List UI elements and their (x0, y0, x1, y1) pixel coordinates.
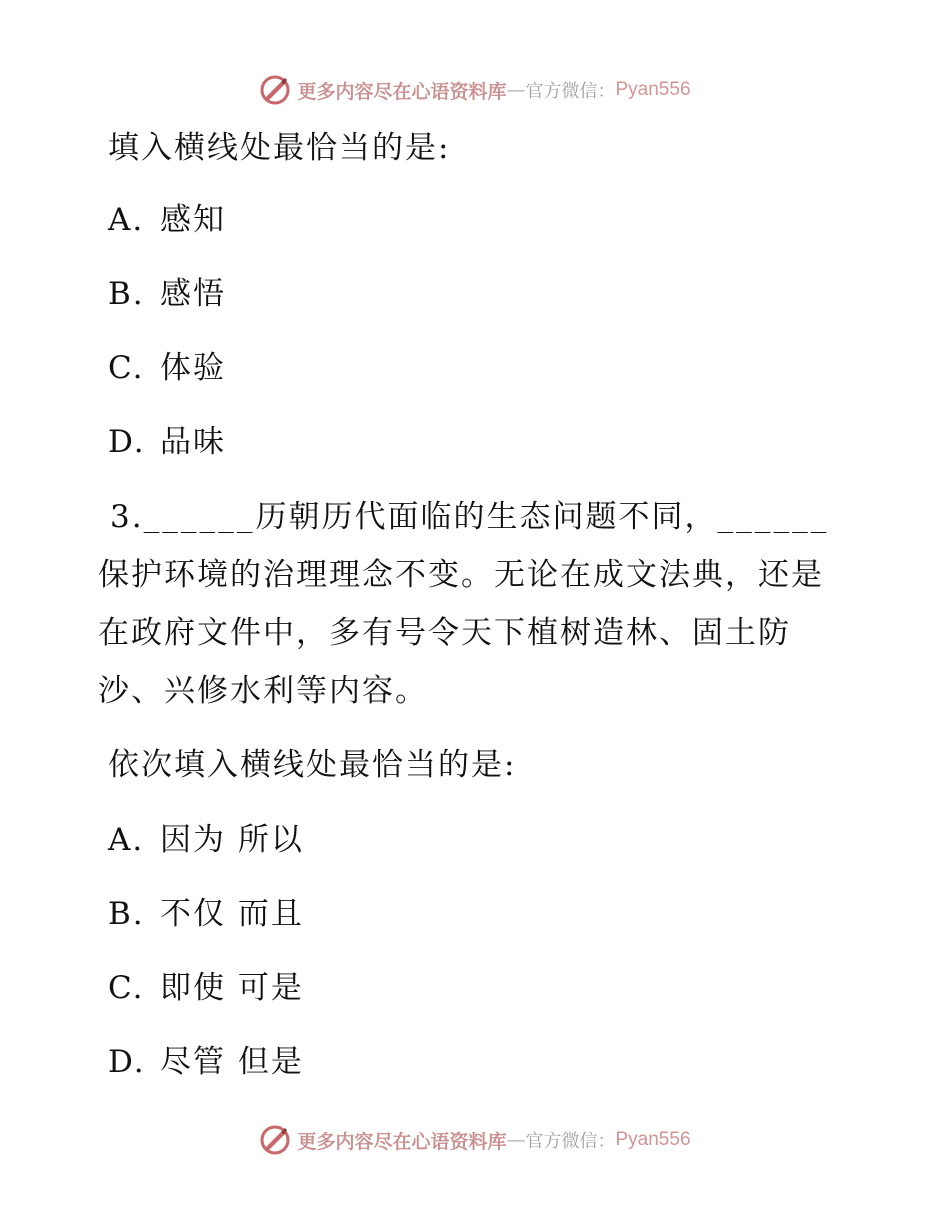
q3-option-b (108, 894, 304, 934)
watermark-sub-text: 官方微信： (525, 1131, 616, 1152)
q3-option-d (108, 1042, 304, 1082)
option-text: 品味 (160, 424, 226, 460)
watermark-wechat-id: Pyan556 (615, 1129, 691, 1150)
option-text: 感知 (160, 202, 226, 238)
q3-stem-segment: 历朝历代面临的生态问题不同， (255, 499, 718, 535)
option-text: 因为 所以 (160, 822, 304, 858)
q3-option-c (108, 968, 304, 1008)
q3-number: 3. (110, 499, 144, 535)
option-text: 感悟 (160, 276, 226, 312)
q2-option-b (108, 274, 226, 314)
option-letter: C. (108, 350, 145, 386)
footer-watermark (0, 1120, 950, 1160)
watermark-sub-text: 官方微信： (525, 81, 616, 102)
watermark-wechat-id: Pyan556 (615, 79, 691, 100)
pen-logo-icon (259, 1124, 291, 1156)
option-letter: C. (108, 970, 145, 1006)
q2-option-a (108, 200, 226, 240)
q3-stem-line-1 (110, 497, 829, 539)
option-letter: A. (108, 202, 145, 238)
watermark-main-text: 更多内容尽在心语资料库 (297, 80, 507, 103)
option-text: 不仅 而且 (160, 896, 304, 932)
pen-logo-icon (259, 74, 291, 106)
option-text: 即使 可是 (160, 970, 304, 1006)
option-letter: D. (108, 424, 146, 460)
option-text: 尽管 但是 (160, 1044, 304, 1080)
q2-option-d (108, 422, 226, 462)
header-watermark (0, 70, 950, 110)
watermark-dash: — (506, 1129, 526, 1151)
q3-option-a (108, 820, 304, 860)
q3-stem-line-2: 保护环境的治理理念不变。无论在成文法典，还是 (98, 557, 824, 593)
option-letter: D. (108, 1044, 146, 1080)
q3-stem-line-4: 沙、兴修水利等内容。 (98, 673, 428, 709)
q2-option-c (108, 348, 226, 388)
watermark-main-text: 更多内容尽在心语资料库 (297, 1130, 507, 1153)
option-letter: B. (108, 276, 145, 312)
option-letter: B. (108, 896, 145, 932)
watermark-dash: — (506, 79, 526, 101)
option-letter: A. (108, 822, 145, 858)
option-text: 体验 (160, 350, 226, 386)
q2-prompt: 填入横线处最恰当的是: (108, 130, 451, 166)
q3-blank-2: ______ (717, 504, 830, 534)
q3-stem-line-3: 在政府文件中，多有号令天下植树造林、固土防 (98, 615, 791, 651)
q3-blank-1: ______ (143, 504, 256, 534)
q3-prompt: 依次填入横线处最恰当的是: (108, 747, 517, 783)
